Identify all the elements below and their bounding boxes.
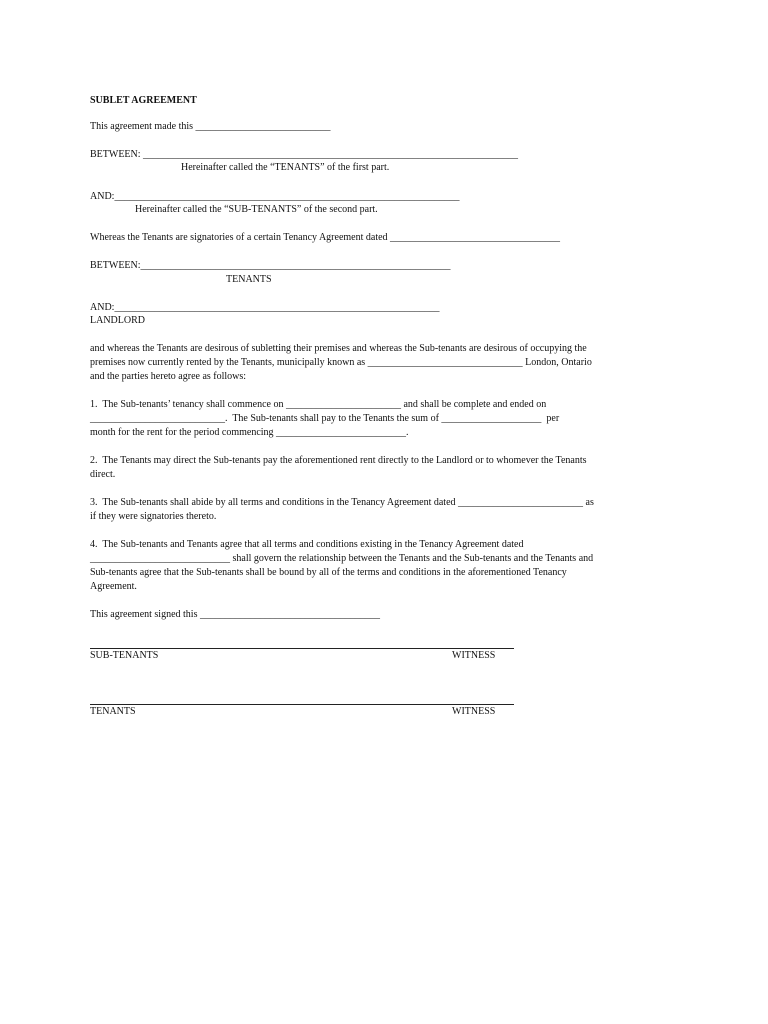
tenants-label: TENANTS [226, 274, 272, 285]
clause-1-line-2: ___________________________. The Sub-tenants shall pay to the Tenants the sum of ____________________ per [90, 413, 560, 424]
clause-2-line-1: 2. The Tenants may direct the Sub-tenants pay the aforementioned rent directly to the Landlord or to whomever the Tenants [90, 455, 587, 466]
clause-3-line-2: if they were signatories thereto. [90, 511, 217, 522]
recital-line-3: and the parties hereto agree as follows: [90, 371, 247, 382]
clause-2-line-2: direct. [90, 469, 116, 480]
recital-line-2: premises now currently rented by the Tenants, municipally known as _______________________________ London, Ontario [90, 357, 592, 368]
tenants-signature-rule [90, 704, 514, 705]
clause-4-line-4: Agreement. [90, 581, 137, 592]
clause-4-line-3: Sub-tenants agree that the Sub-tenants shall be bound by all of the terms and conditions in the aforementioned Tenancy [90, 567, 567, 578]
witness-signature-label-2: WITNESS [452, 706, 496, 717]
tenants-first-part-text: Hereinafter called the “TENANTS” of the first part. [181, 162, 390, 173]
agreement-made-line: This agreement made this ___________________________ [90, 121, 331, 132]
landlord-label: LANDLORD [90, 315, 145, 326]
clause-1-line-1: 1. The Sub-tenants’ tenancy shall commence on _______________________ and shall be complete and ended on [90, 399, 547, 410]
clause-4-line-1: 4. The Sub-tenants and Tenants agree that all terms and conditions existing in the Tenancy Agreement dated [90, 539, 524, 550]
witness-signature-label-1: WITNESS [452, 650, 496, 661]
document-title: SUBLET AGREEMENT [90, 95, 197, 106]
subtenants-signature-rule [90, 648, 514, 649]
and-line-2: AND:_________________________________________________________________ [90, 302, 440, 313]
between-line-2: BETWEEN:______________________________________________________________ [90, 260, 451, 271]
whereas-tenancy-dated-line: Whereas the Tenants are signatories of a certain Tenancy Agreement dated __________________________________ [90, 232, 561, 243]
clause-4-line-2: ____________________________ shall govern the relationship between the Tenants and the Sub-tenants and the Tenants and [90, 553, 594, 564]
recital-line-1: and whereas the Tenants are desirous of subletting their premises and whereas the Sub-tenants are desirous of occupying the [90, 343, 587, 354]
and-subtenants-line: AND:_____________________________________________________________________ [90, 191, 460, 202]
between-tenants-line: BETWEEN: ___________________________________________________________________________ [90, 149, 519, 160]
signed-this-line: This agreement signed this ____________________________________ [90, 609, 380, 620]
clause-1-line-3: month for the rent for the period commencing __________________________. [90, 427, 409, 438]
clause-3-line-1: 3. The Sub-tenants shall abide by all terms and conditions in the Tenancy Agreement dated _________________________ as [90, 497, 594, 508]
subtenants-signature-label: SUB-TENANTS [90, 650, 159, 661]
subtenants-second-part-text: Hereinafter called the “SUB-TENANTS” of the second part. [135, 204, 378, 215]
tenants-signature-label: TENANTS [90, 706, 136, 717]
